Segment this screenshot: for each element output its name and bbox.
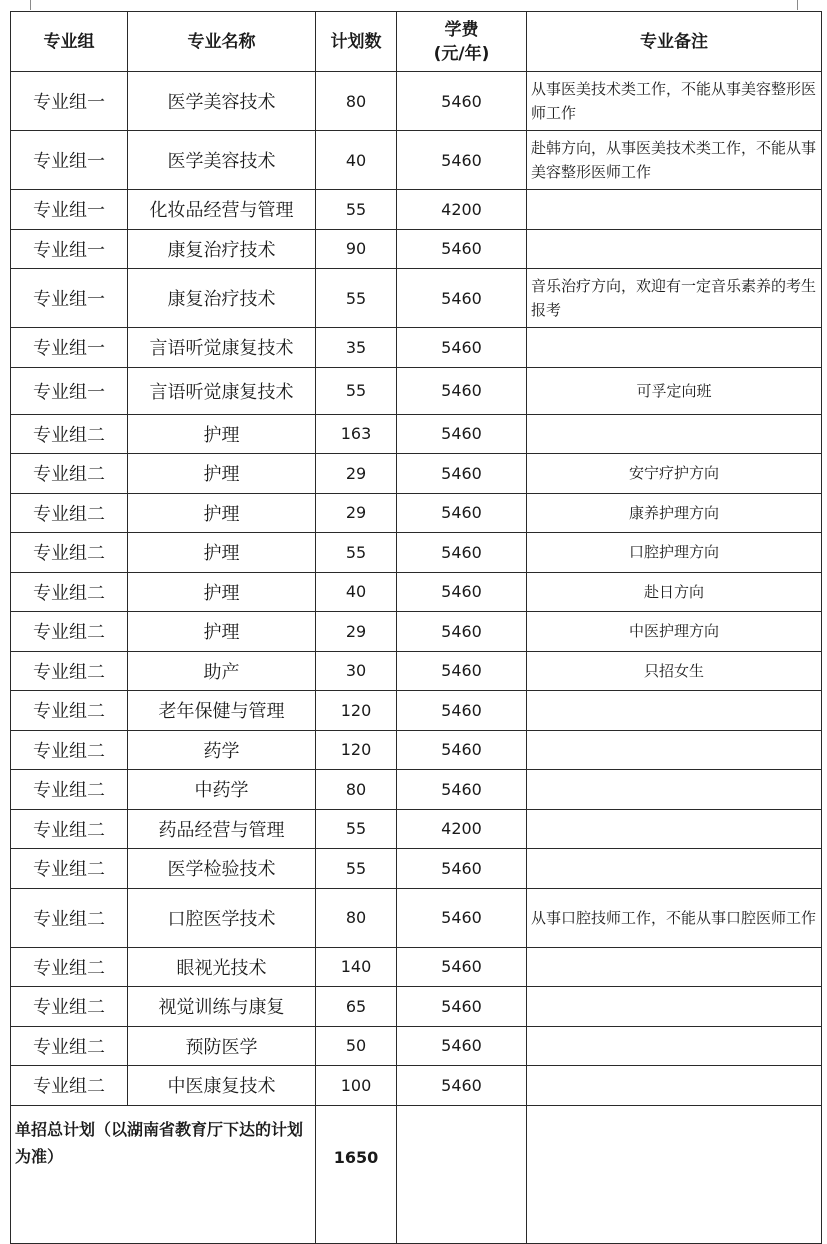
cell-major: 言语听觉康复技术 — [128, 328, 316, 368]
cell-fee: 5460 — [397, 849, 527, 889]
cell-group: 专业组二 — [11, 572, 128, 612]
cell-major: 口腔医学技术 — [128, 888, 316, 947]
table-row — [11, 190, 822, 230]
header-group: 专业组 — [11, 12, 128, 72]
cell-plan: 140 — [316, 947, 397, 987]
cell-fee: 5460 — [397, 493, 527, 533]
edge-mark — [797, 0, 798, 10]
cell-group: 专业组一 — [11, 328, 128, 368]
cell-note: 从事口腔技师工作，不能从事口腔医师工作 — [527, 888, 822, 947]
cell-note: 康养护理方向 — [527, 493, 822, 533]
cell-fee: 5460 — [397, 533, 527, 573]
header-fee-line2: (元/年) — [433, 43, 490, 64]
cell-note — [527, 770, 822, 810]
cell-plan: 55 — [316, 849, 397, 889]
cell-major: 康复治疗技术 — [128, 269, 316, 328]
table-row — [11, 269, 822, 328]
page-top-edge — [0, 0, 827, 10]
cell-plan: 90 — [316, 229, 397, 269]
cell-note — [527, 1066, 822, 1106]
cell-major: 老年保健与管理 — [128, 691, 316, 731]
cell-fee: 5460 — [397, 770, 527, 810]
cell-fee: 5460 — [397, 612, 527, 652]
cell-fee: 5460 — [397, 229, 527, 269]
cell-fee: 5460 — [397, 987, 527, 1027]
cell-fee: 5460 — [397, 1026, 527, 1066]
cell-plan: 120 — [316, 730, 397, 770]
cell-note: 赴日方向 — [527, 572, 822, 612]
header-plan: 计划数 — [316, 12, 397, 72]
cell-plan: 163 — [316, 414, 397, 454]
cell-note: 可孚定向班 — [527, 367, 822, 414]
cell-major: 护理 — [128, 414, 316, 454]
cell-major: 药品经营与管理 — [128, 809, 316, 849]
cell-plan: 80 — [316, 888, 397, 947]
cell-plan: 65 — [316, 987, 397, 1027]
cell-note: 只招女生 — [527, 651, 822, 691]
header-major: 专业名称 — [128, 12, 316, 72]
table-row — [11, 572, 822, 612]
cell-fee: 5460 — [397, 367, 527, 414]
cell-fee: 4200 — [397, 809, 527, 849]
cell-group: 专业组一 — [11, 367, 128, 414]
cell-group: 专业组二 — [11, 947, 128, 987]
cell-note — [527, 849, 822, 889]
cell-fee: 5460 — [397, 131, 527, 190]
cell-group: 专业组二 — [11, 770, 128, 810]
cell-note — [527, 947, 822, 987]
table-row — [11, 947, 822, 987]
cell-plan: 100 — [316, 1066, 397, 1106]
cell-group: 专业组二 — [11, 691, 128, 731]
cell-group: 专业组二 — [11, 849, 128, 889]
cell-fee: 5460 — [397, 947, 527, 987]
cell-note — [527, 190, 822, 230]
cell-major: 医学检验技术 — [128, 849, 316, 889]
cell-fee: 5460 — [397, 572, 527, 612]
cell-major: 助产 — [128, 651, 316, 691]
header-fee — [397, 12, 527, 72]
cell-group: 专业组二 — [11, 730, 128, 770]
cell-major: 医学美容技术 — [128, 72, 316, 131]
cell-group: 专业组二 — [11, 493, 128, 533]
enrollment-plan-table — [10, 11, 822, 1244]
cell-group: 专业组二 — [11, 454, 128, 494]
edge-mark — [30, 0, 31, 10]
header-notes: 专业备注 — [527, 12, 822, 72]
cell-major: 中医康复技术 — [128, 1066, 316, 1106]
cell-plan: 55 — [316, 190, 397, 230]
table-row — [11, 651, 822, 691]
cell-note — [527, 414, 822, 454]
cell-plan: 40 — [316, 572, 397, 612]
cell-plan: 29 — [316, 454, 397, 494]
cell-plan: 50 — [316, 1026, 397, 1066]
cell-plan: 55 — [316, 809, 397, 849]
cell-plan: 120 — [316, 691, 397, 731]
table-row — [11, 987, 822, 1027]
cell-group: 专业组一 — [11, 72, 128, 131]
cell-fee: 5460 — [397, 72, 527, 131]
table-row — [11, 809, 822, 849]
cell-fee: 5460 — [397, 414, 527, 454]
cell-major: 护理 — [128, 612, 316, 652]
cell-note — [527, 809, 822, 849]
cell-group: 专业组一 — [11, 131, 128, 190]
cell-note — [527, 229, 822, 269]
cell-note: 安宁疗护方向 — [527, 454, 822, 494]
table-row — [11, 414, 822, 454]
cell-major: 化妆品经营与管理 — [128, 190, 316, 230]
table-row — [11, 367, 822, 414]
cell-group: 专业组二 — [11, 809, 128, 849]
cell-note — [527, 730, 822, 770]
cell-note: 口腔护理方向 — [527, 533, 822, 573]
cell-plan: 30 — [316, 651, 397, 691]
cell-note — [527, 328, 822, 368]
table-row — [11, 229, 822, 269]
cell-group: 专业组二 — [11, 651, 128, 691]
cell-fee: 5460 — [397, 730, 527, 770]
cell-major: 中药学 — [128, 770, 316, 810]
total-row — [11, 1105, 822, 1243]
cell-major: 康复治疗技术 — [128, 229, 316, 269]
cell-plan: 55 — [316, 533, 397, 573]
cell-group: 专业组一 — [11, 190, 128, 230]
table-body — [11, 72, 822, 1106]
cell-major: 眼视光技术 — [128, 947, 316, 987]
total-label: 单招总计划（以湖南省教育厅下达的计划为准） — [11, 1105, 316, 1243]
cell-plan: 29 — [316, 612, 397, 652]
table-row — [11, 72, 822, 131]
cell-fee: 5460 — [397, 269, 527, 328]
cell-group: 专业组二 — [11, 612, 128, 652]
table-row — [11, 454, 822, 494]
total-fee-empty — [397, 1105, 527, 1243]
table-row — [11, 328, 822, 368]
cell-note: 音乐治疗方向，欢迎有一定音乐素养的考生报考 — [527, 269, 822, 328]
cell-plan: 35 — [316, 328, 397, 368]
table-row — [11, 1066, 822, 1106]
cell-plan: 80 — [316, 72, 397, 131]
cell-major: 护理 — [128, 454, 316, 494]
table-row — [11, 533, 822, 573]
cell-major: 护理 — [128, 533, 316, 573]
cell-fee: 5460 — [397, 454, 527, 494]
table-row — [11, 493, 822, 533]
cell-major: 预防医学 — [128, 1026, 316, 1066]
table-row — [11, 730, 822, 770]
cell-group: 专业组一 — [11, 229, 128, 269]
cell-group: 专业组二 — [11, 414, 128, 454]
cell-group: 专业组二 — [11, 1026, 128, 1066]
cell-plan: 55 — [316, 367, 397, 414]
total-note-empty — [527, 1105, 822, 1243]
total-value: 1650 — [316, 1105, 397, 1243]
cell-plan: 55 — [316, 269, 397, 328]
cell-note: 从事医美技术类工作，不能从事美容整形医师工作 — [527, 72, 822, 131]
cell-major: 护理 — [128, 493, 316, 533]
table-row — [11, 131, 822, 190]
cell-major: 药学 — [128, 730, 316, 770]
cell-fee: 5460 — [397, 328, 527, 368]
header-fee-line1: 学费 — [444, 19, 479, 40]
cell-note — [527, 1026, 822, 1066]
cell-group: 专业组二 — [11, 987, 128, 1027]
cell-note: 赴韩方向，从事医美技术类工作，不能从事美容整形医师工作 — [527, 131, 822, 190]
table-row — [11, 691, 822, 731]
cell-note: 中医护理方向 — [527, 612, 822, 652]
cell-plan: 29 — [316, 493, 397, 533]
cell-major: 言语听觉康复技术 — [128, 367, 316, 414]
cell-plan: 40 — [316, 131, 397, 190]
cell-major: 护理 — [128, 572, 316, 612]
cell-fee: 5460 — [397, 1066, 527, 1106]
cell-fee: 5460 — [397, 651, 527, 691]
table-row — [11, 888, 822, 947]
cell-group: 专业组二 — [11, 533, 128, 573]
cell-fee: 5460 — [397, 888, 527, 947]
cell-fee: 4200 — [397, 190, 527, 230]
cell-plan: 80 — [316, 770, 397, 810]
cell-group: 专业组二 — [11, 888, 128, 947]
cell-major: 视觉训练与康复 — [128, 987, 316, 1027]
table-row — [11, 612, 822, 652]
table-row — [11, 849, 822, 889]
cell-group: 专业组二 — [11, 1066, 128, 1106]
table-row — [11, 1026, 822, 1066]
cell-group: 专业组一 — [11, 269, 128, 328]
cell-note — [527, 691, 822, 731]
table-row — [11, 770, 822, 810]
cell-note — [527, 987, 822, 1027]
cell-fee: 5460 — [397, 691, 527, 731]
cell-major: 医学美容技术 — [128, 131, 316, 190]
header-row — [11, 12, 822, 72]
